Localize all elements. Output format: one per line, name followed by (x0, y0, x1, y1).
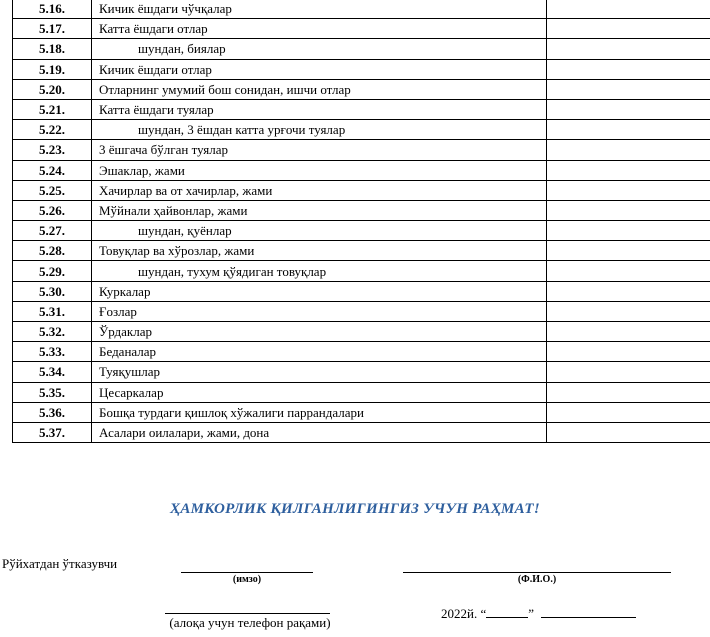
row-value-cell[interactable] (547, 241, 710, 261)
table-row (13, 402, 710, 422)
row-number: 5.36. (13, 402, 92, 422)
row-value-cell[interactable] (547, 120, 710, 140)
table-row (13, 342, 710, 362)
row-label: Товуқлар ва хўрозлар, жами (92, 241, 547, 261)
table-row (13, 59, 710, 79)
row-value-cell[interactable] (547, 200, 710, 220)
table-row (13, 281, 710, 301)
row-number: 5.26. (13, 200, 92, 220)
row-number: 5.18. (13, 39, 92, 59)
row-value-cell[interactable] (547, 99, 710, 119)
row-label: Асалари оилалари, жами, дона (92, 422, 547, 442)
table-row (13, 261, 710, 281)
row-number: 5.16. (13, 0, 92, 19)
row-value-cell[interactable] (547, 79, 710, 99)
row-number: 5.19. (13, 59, 92, 79)
row-number: 5.32. (13, 322, 92, 342)
row-value-cell[interactable] (547, 180, 710, 200)
table-row (13, 140, 710, 160)
row-label: шундан, биялар (92, 39, 547, 59)
row-value-cell[interactable] (547, 160, 710, 180)
row-value-cell[interactable] (547, 362, 710, 382)
table-row (13, 241, 710, 261)
table-row (13, 79, 710, 99)
date-field (441, 605, 636, 622)
table-row (13, 200, 710, 220)
row-value-cell[interactable] (547, 402, 710, 422)
row-value-cell[interactable] (547, 59, 710, 79)
phone-caption: (алоқа учун телефон рақами) (169, 615, 331, 630)
table-row (13, 322, 710, 342)
table-row (13, 180, 710, 200)
table-row (13, 99, 710, 119)
row-number: 5.29. (13, 261, 92, 281)
row-label: Кичик ёшдаги чўчқалар (92, 0, 547, 19)
row-number: 5.27. (13, 221, 92, 241)
date-day-blank[interactable] (486, 605, 528, 618)
table-row (13, 39, 710, 59)
row-number: 5.21. (13, 99, 92, 119)
row-number: 5.37. (13, 422, 92, 442)
row-label: Катта ёшдаги туялар (92, 99, 547, 119)
row-label: Эшаклар, жами (92, 160, 547, 180)
row-value-cell[interactable] (547, 0, 710, 19)
registrar-label: Рўйхатдан ўтказувчи (2, 556, 118, 571)
row-number: 5.17. (13, 19, 92, 39)
row-value-cell[interactable] (547, 301, 710, 321)
row-value-cell[interactable] (547, 382, 710, 402)
row-number: 5.31. (13, 301, 92, 321)
row-value-cell[interactable] (547, 281, 710, 301)
row-label: Цесаркалар (92, 382, 547, 402)
table-row (13, 120, 710, 140)
row-value-cell[interactable] (547, 322, 710, 342)
row-value-cell[interactable] (547, 39, 710, 59)
row-label: Куркалар (92, 281, 547, 301)
signature-line[interactable] (181, 572, 313, 573)
row-number: 5.28. (13, 241, 92, 261)
thank-you-message: ҲАМКОРЛИК ҚИЛГАНЛИГИНГИЗ УЧУН РАҲМАТ! (170, 501, 540, 517)
row-number: 5.20. (13, 79, 92, 99)
row-value-cell[interactable] (547, 140, 710, 160)
row-number: 5.22. (13, 120, 92, 140)
row-value-cell[interactable] (547, 422, 710, 442)
table-row (13, 422, 710, 442)
row-number: 5.30. (13, 281, 92, 301)
row-label: Ўрдаклар (92, 322, 547, 342)
table-row (13, 382, 710, 402)
row-label: Мўйнали ҳайвонлар, жами (92, 200, 547, 220)
row-number: 5.35. (13, 382, 92, 402)
fio-caption: (Ф.И.О.) (517, 574, 557, 585)
row-label: Бошқа турдаги қишлоқ хўжалиги паррандалари (92, 402, 547, 422)
table-row (13, 221, 710, 241)
date-close-quote: ” (528, 606, 535, 621)
row-label: шундан, қуёнлар (92, 221, 547, 241)
row-value-cell[interactable] (547, 342, 710, 362)
table-row (13, 301, 710, 321)
date-month-blank[interactable] (541, 605, 636, 618)
row-value-cell[interactable] (547, 221, 710, 241)
row-label: шундан, 3 ёшдан катта урғочи туялар (92, 120, 547, 140)
phone-line[interactable] (165, 613, 330, 614)
date-year: 2022й. (441, 606, 478, 621)
table-row (13, 19, 710, 39)
row-number: 5.24. (13, 160, 92, 180)
row-label: Катта ёшдаги отлар (92, 19, 547, 39)
row-label: шундан, тухум қўядиган товуқлар (92, 261, 547, 281)
date-open-quote: “ (480, 606, 487, 621)
row-number: 5.33. (13, 342, 92, 362)
livestock-table (12, 0, 710, 443)
table-row (13, 160, 710, 180)
row-label: Ғозлар (92, 301, 547, 321)
row-number: 5.23. (13, 140, 92, 160)
row-number: 5.25. (13, 180, 92, 200)
signature-caption: (имзо) (232, 574, 262, 585)
table-row (13, 0, 710, 19)
table-row (13, 362, 710, 382)
row-label: Кичик ёшдаги отлар (92, 59, 547, 79)
row-value-cell[interactable] (547, 19, 710, 39)
row-value-cell[interactable] (547, 261, 710, 281)
row-label: Туяқушлар (92, 362, 547, 382)
row-label: Беданалар (92, 342, 547, 362)
row-label: Отларнинг умумий бош сонидан, ишчи отлар (92, 79, 547, 99)
row-label: 3 ёшгача бўлган туялар (92, 140, 547, 160)
row-number: 5.34. (13, 362, 92, 382)
fio-line[interactable] (403, 572, 671, 573)
row-label: Хачирлар ва от хачирлар, жами (92, 180, 547, 200)
